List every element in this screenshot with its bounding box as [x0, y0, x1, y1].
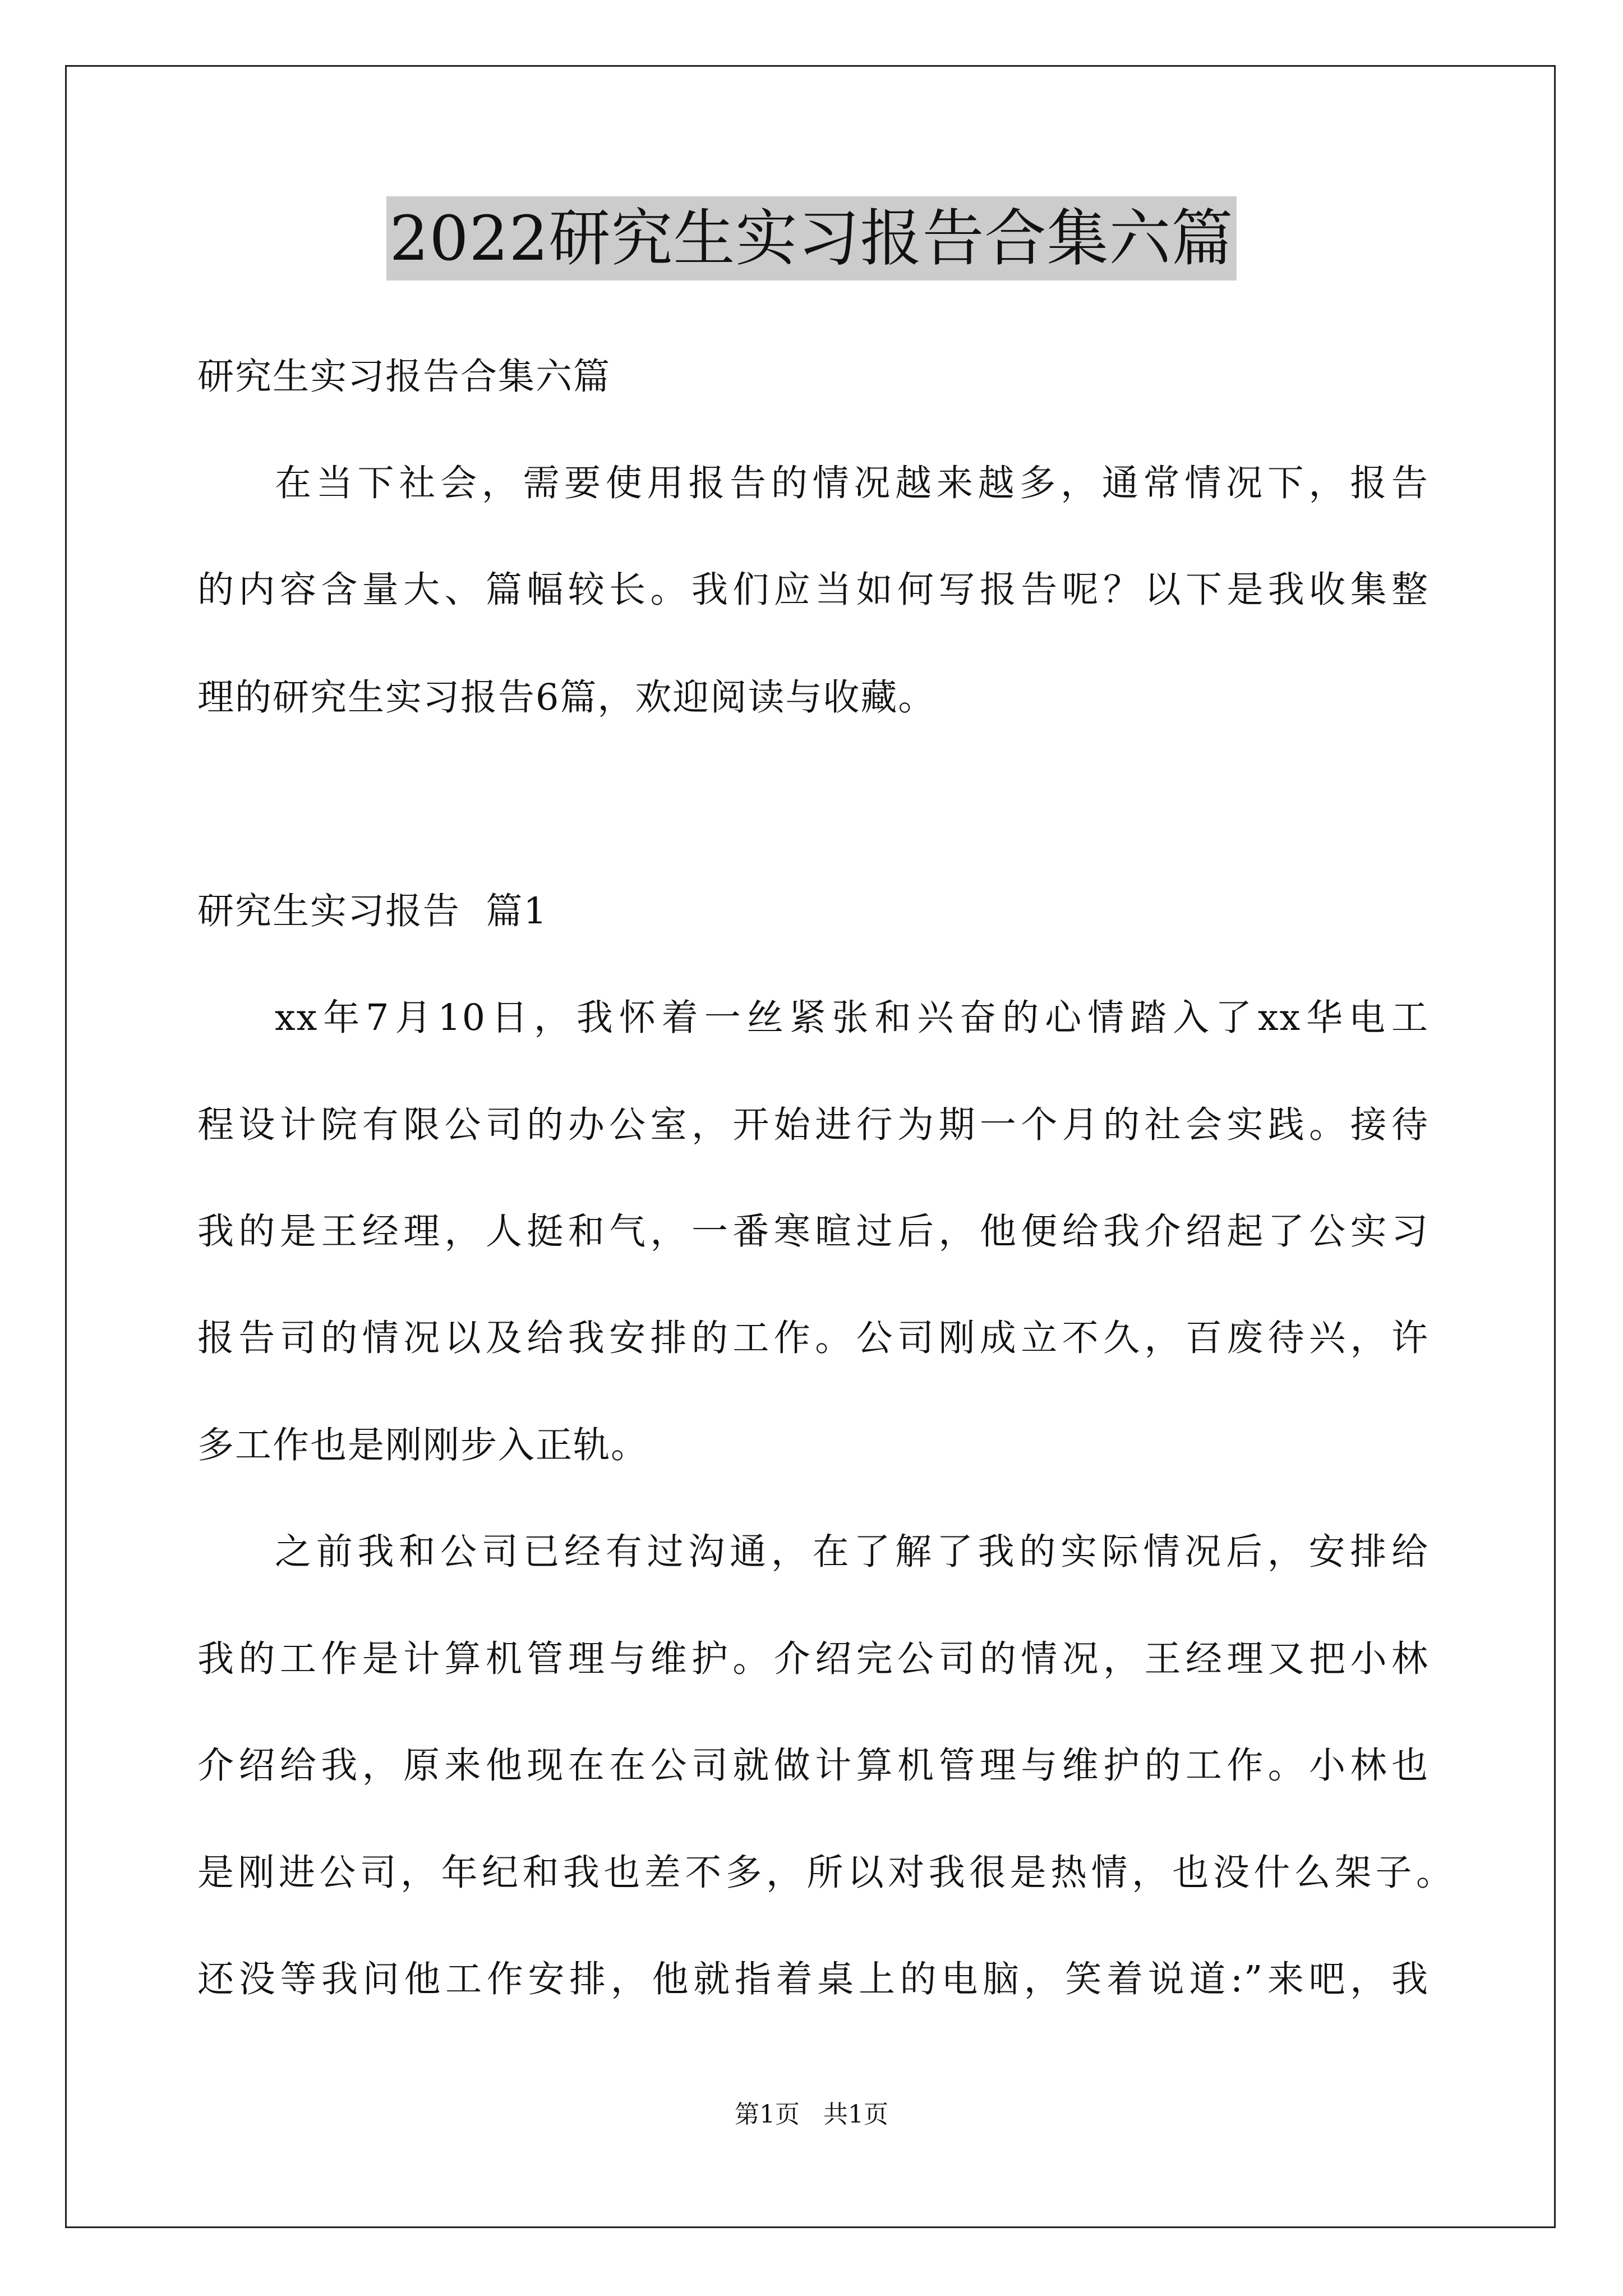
- title-container: [0, 196, 1623, 280]
- para2-line-1: 之前我和公司已经有过沟通，在了解了我的实际情况后，安排给: [275, 1531, 1429, 1573]
- page-footer: 第1页 共1页: [735, 2100, 888, 2129]
- section-heading: 研究生实习报告 篇1: [197, 890, 548, 932]
- para2-line-4: 是刚进公司，年纪和我也差不多，所以对我很是热情，也没什么架子。: [197, 1852, 1454, 1894]
- para2-line-3: 介绍给我，原来他现在在公司就做计算机管理与维护的工作。小林也: [197, 1745, 1429, 1787]
- intro-line-1: 在当下社会，需要使用报告的情况越来越多，通常情况下，报告: [275, 462, 1429, 504]
- para1-line-5: 多工作也是刚刚步入正轨。: [197, 1424, 649, 1466]
- document-subtitle: 研究生实习报告合集六篇: [197, 356, 611, 398]
- intro-line-2: 的内容含量大、篇幅较长。我们应当如何写报告呢？以下是我收集整: [197, 569, 1429, 611]
- para1-line-4: 报告司的情况以及给我安排的工作。公司刚成立不久，百废待兴，许: [197, 1317, 1429, 1359]
- para2-line-5: 还没等我问他工作安排，他就指着桌上的电脑，笑着说道:”来吧，我: [197, 1958, 1429, 2000]
- para2-line-2: 我的工作是计算机管理与维护。介绍完公司的情况，王经理又把小林: [197, 1638, 1429, 1680]
- document-title: 2022研究生实习报告合集六篇: [386, 196, 1237, 280]
- para1-line-1: xx年7月10日，我怀着一丝紧张和兴奋的心情踏入了xx华电工: [275, 997, 1429, 1039]
- intro-line-3: 理的研究生实习报告6篇，欢迎阅读与收藏。: [197, 677, 936, 719]
- para1-line-3: 我的是王经理，人挺和气，一番寒暄过后，他便给我介绍起了公实习: [197, 1211, 1429, 1253]
- para1-line-2: 程设计院有限公司的办公室，开始进行为期一个月的社会实践。接待: [197, 1104, 1429, 1146]
